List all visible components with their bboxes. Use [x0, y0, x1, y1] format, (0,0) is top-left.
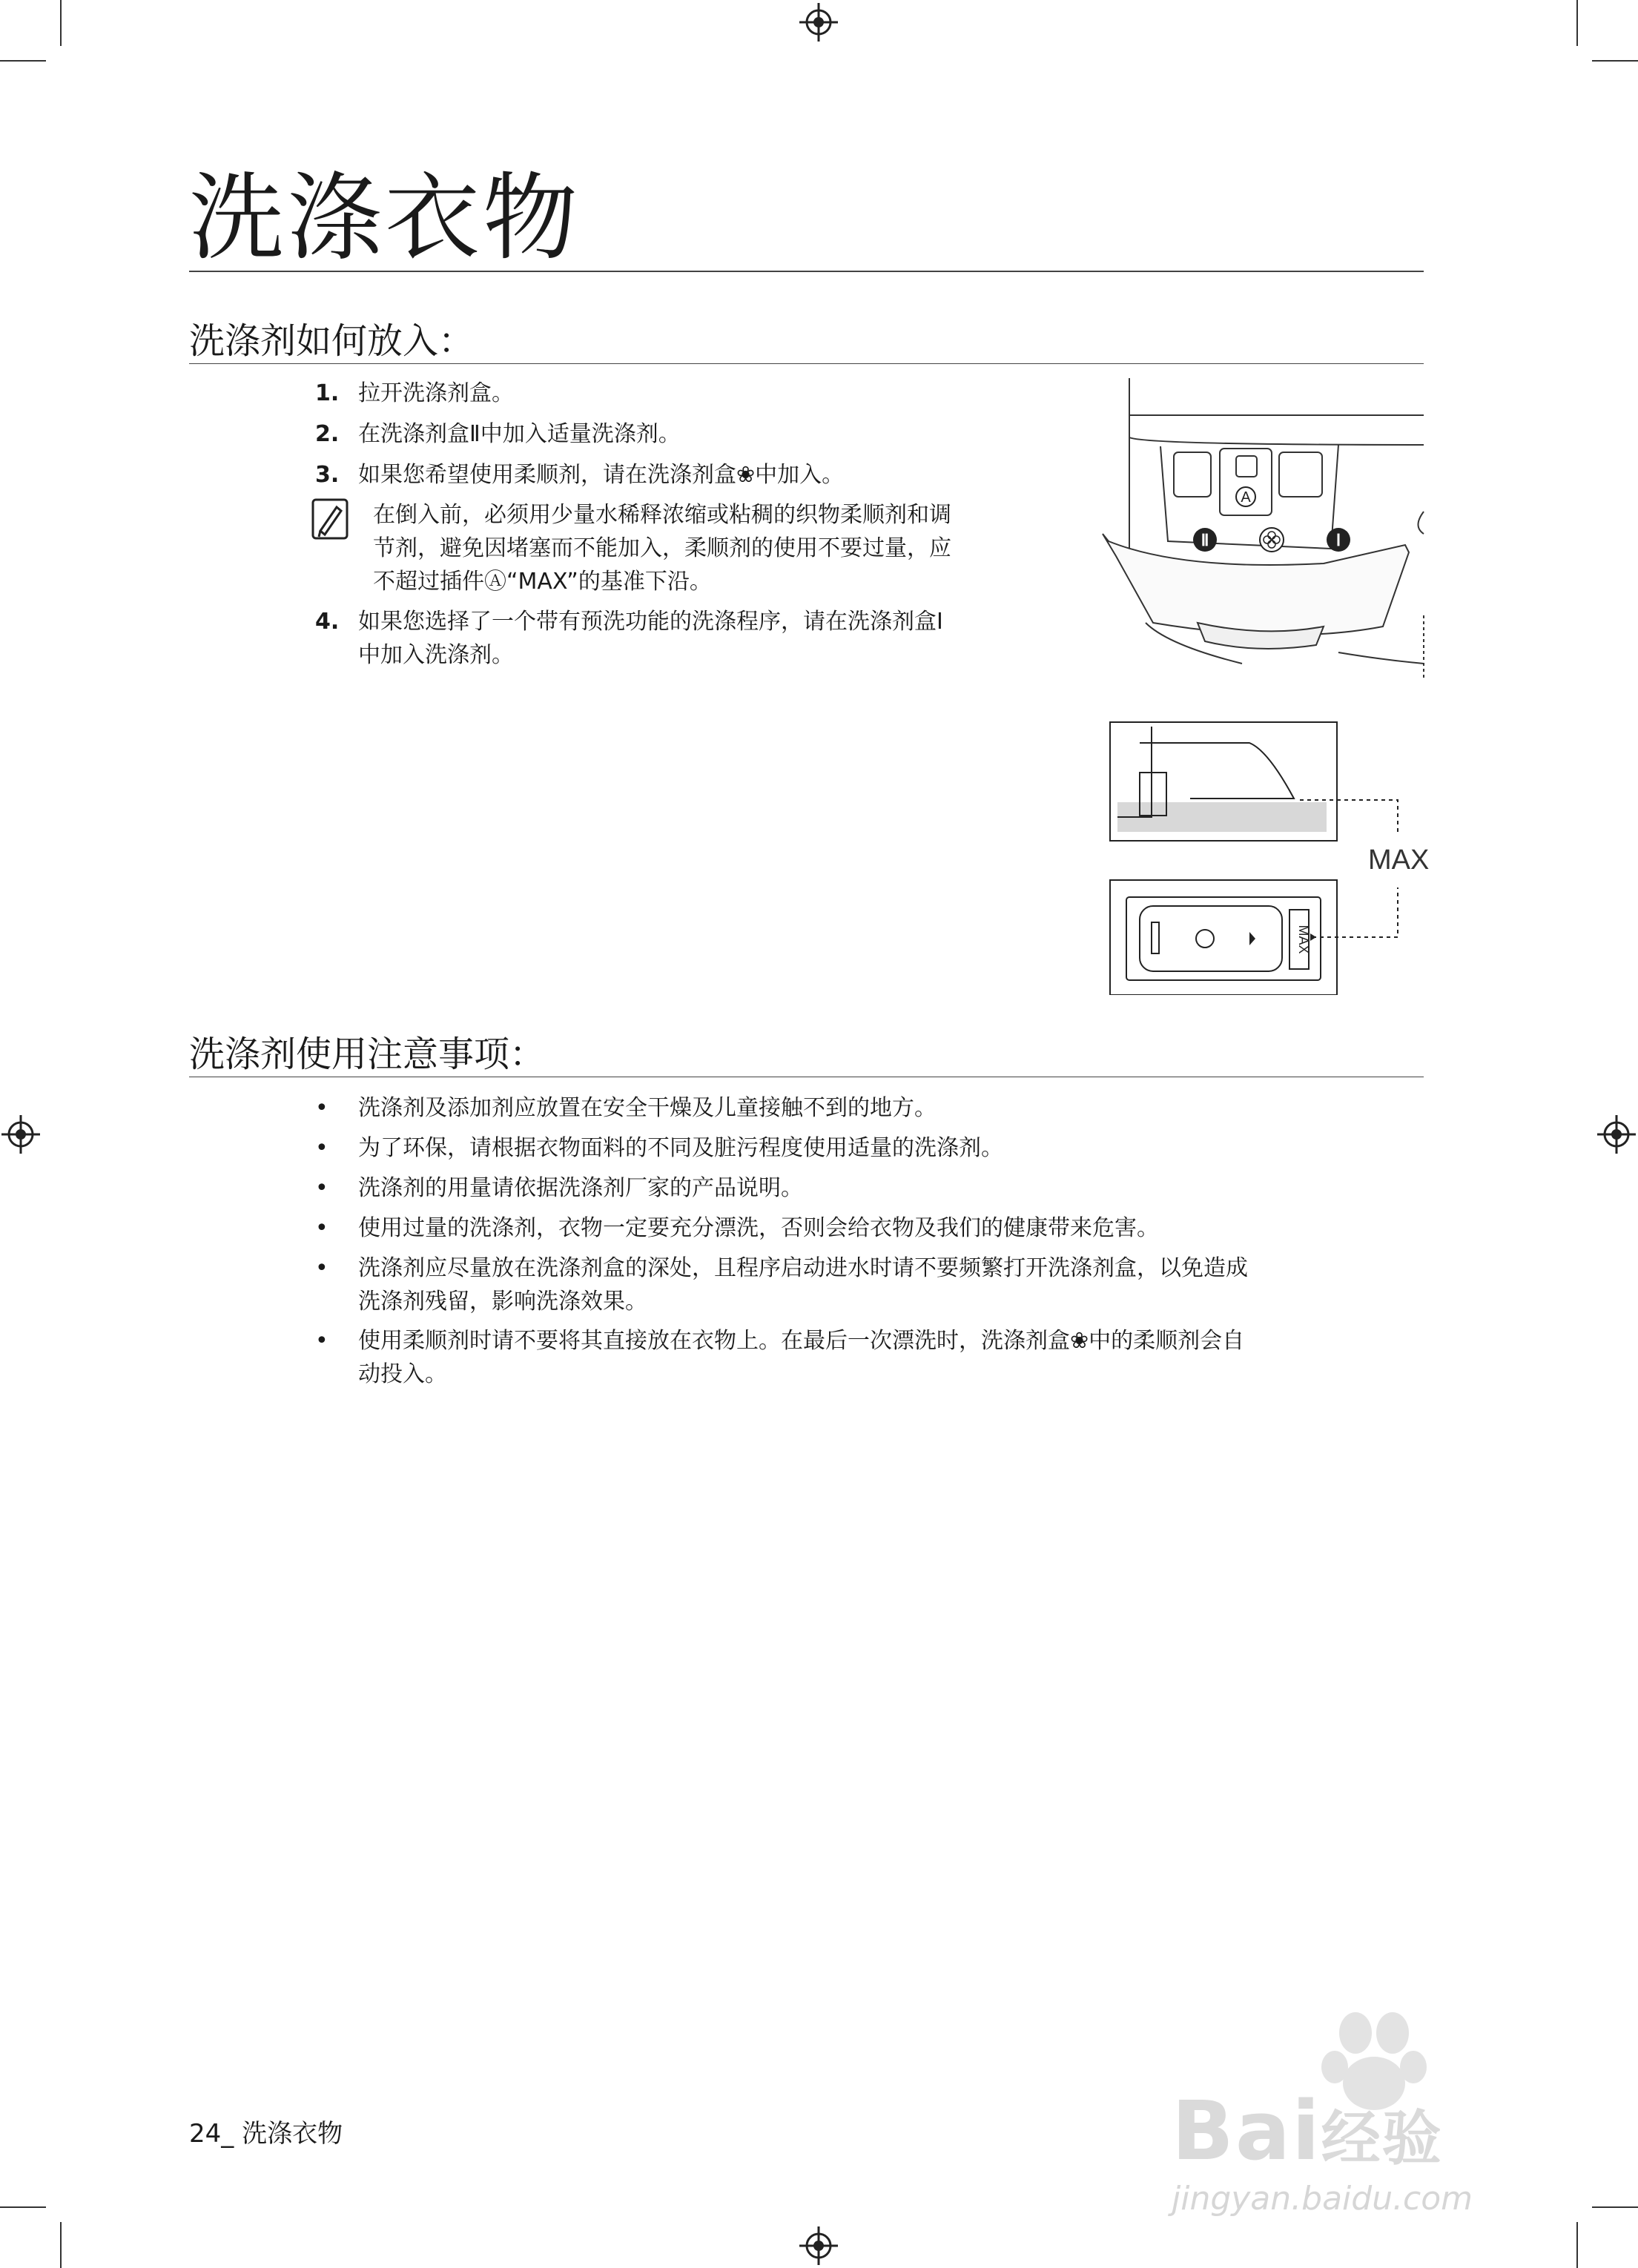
- page-title: 洗涤衣物: [189, 163, 581, 274]
- bullet-marker: •: [315, 1215, 328, 1241]
- step-text: 如果您希望使用柔顺剂，请在洗涤剂盒❀中加入。: [358, 462, 845, 488]
- step-number: 1.: [315, 380, 340, 406]
- step-text: 如果您选择了一个带有预洗功能的洗涤程序，请在洗涤剂盒Ⅰ: [358, 609, 943, 635]
- detergent-drawer-figure: [1094, 378, 1427, 678]
- bullet-text: 使用柔顺剂时请不要将其直接放在衣物上。在最后一次漂洗时，洗涤剂盒❀中的柔顺剂会自: [358, 1328, 1245, 1354]
- softener-flower-icon: [1260, 528, 1284, 552]
- note-text-line: 节剂，避免因堵塞而不能加入，柔顺剂的使用不要过量，应: [373, 535, 951, 561]
- section1-rule: [189, 363, 1424, 364]
- label-a: A: [1241, 489, 1251, 506]
- max-level-figure: [1109, 721, 1435, 995]
- bullet-text: 洗涤剂及添加剂应放置在安全干燥及儿童接触不到的地方。: [358, 1095, 937, 1121]
- bullet-text: 为了环保，请根据衣物面料的不同及脏污程度使用适量的洗涤剂。: [358, 1135, 1003, 1161]
- step-number: 4.: [315, 609, 340, 635]
- insert-max-label: MAX: [1296, 925, 1311, 954]
- max-label: MAX: [1368, 844, 1430, 876]
- watermark-url: jingyan.baidu.com: [1172, 2180, 1473, 2218]
- step-number: 3.: [315, 462, 340, 488]
- bullet-marker: •: [315, 1135, 328, 1161]
- bullet-text: 洗涤剂残留，影响洗涤效果。: [358, 1289, 647, 1315]
- watermark-brand: Bai经验: [1172, 2083, 1443, 2178]
- bullet-marker: •: [315, 1095, 328, 1121]
- label-compartment-ii: Ⅱ: [1201, 531, 1209, 549]
- bullet-text: 洗涤剂的用量请依据洗涤剂厂家的产品说明。: [358, 1175, 803, 1201]
- step-number: 2.: [315, 421, 340, 447]
- bullet-marker: •: [315, 1328, 328, 1354]
- note-text-line: 在倒入前，必须用少量水稀释浓缩或粘稠的织物柔顺剂和调: [373, 502, 951, 528]
- page-footer: 24_ 洗涤衣物: [189, 2119, 343, 2149]
- step-text: 中加入洗涤剂。: [358, 642, 514, 668]
- bullet-marker: •: [315, 1255, 328, 1281]
- step-text: 在洗涤剂盒Ⅱ中加入适量洗涤剂。: [358, 421, 681, 447]
- bullet-text: 使用过量的洗涤剂，衣物一定要充分漂洗，否则会给衣物及我们的健康带来危害。: [358, 1215, 1159, 1241]
- bullet-marker: •: [315, 1175, 328, 1201]
- bullet-text: 洗涤剂应尽量放在洗涤剂盒的深处，且程序启动进水时请不要频繁打开洗涤剂盒，以免造成: [358, 1255, 1248, 1281]
- note-text-line: 不超过插件Ⓐ“MAX”的基准下沿。: [373, 569, 712, 595]
- bullet-text: 动投入。: [358, 1361, 447, 1387]
- note-icon: [311, 498, 349, 540]
- step-text: 拉开洗涤剂盒。: [358, 380, 514, 406]
- section-heading-precautions: 洗涤剂使用注意事项：: [189, 1034, 546, 1075]
- section-heading-how-to-add: 洗涤剂如何放入：: [189, 320, 475, 362]
- baidu-watermark: [1157, 2002, 1542, 2217]
- title-rule: [189, 271, 1424, 272]
- label-compartment-i: Ⅰ: [1335, 531, 1341, 549]
